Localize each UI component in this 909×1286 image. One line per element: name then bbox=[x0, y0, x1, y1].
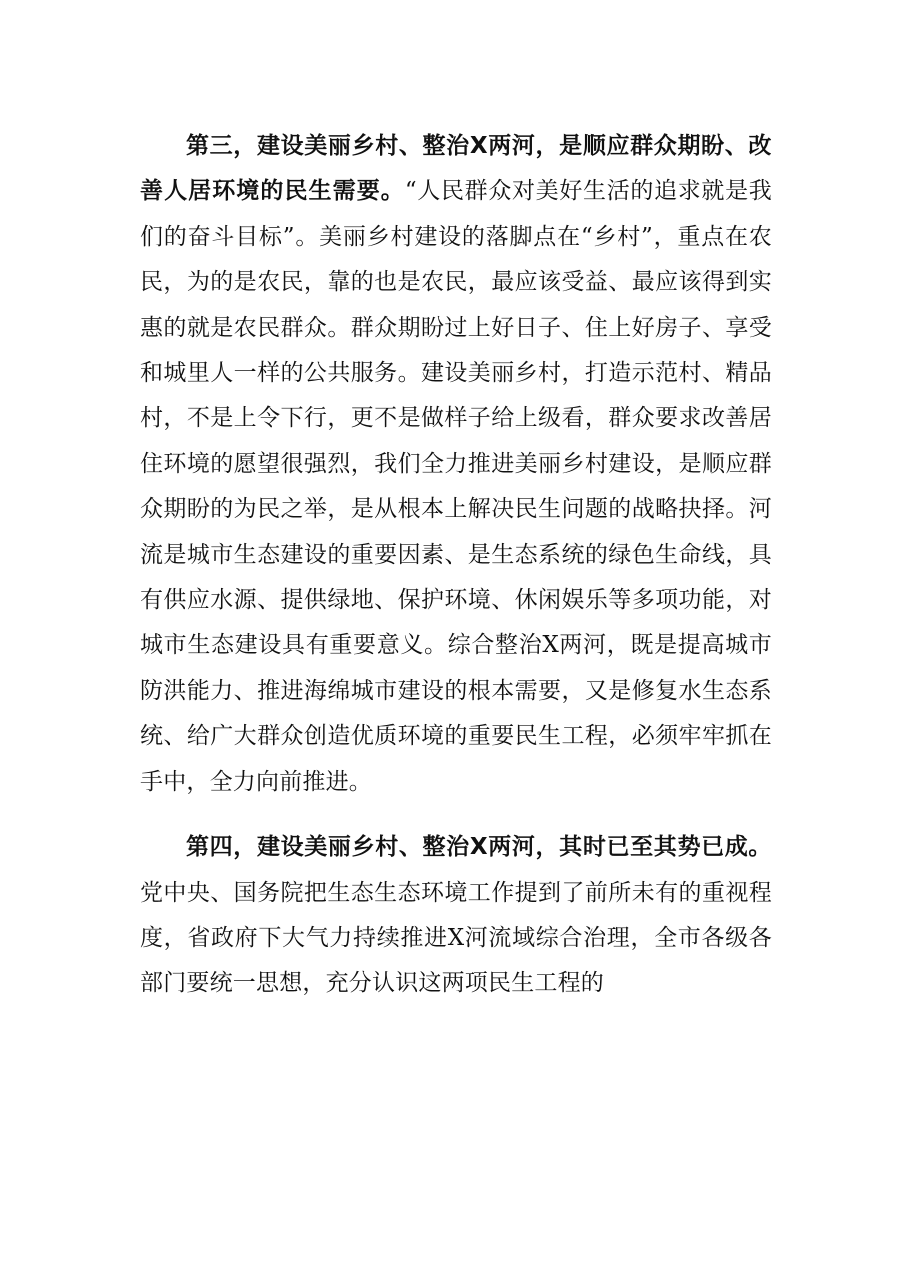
paragraph-body-text: “人民群众对美好生活的追求就是我们的奋斗目标”。美丽乡村建设的落脚点在“乡村”，重点在农民，为的是农民，靠的也是农民，最应该受益、最应该得到实惠的就是农民群众。群众期盼过上好日子、住上好房子、享受和城里人一样的公共服务。建设美丽乡村，打造示范村、精品村，不是上令下行，更不是做样子给上级看，群众要求改善居住环境的愿望很强烈，我们全力推进美丽乡村建设，是顺应群众期盼的为民之举，是从根本上解决民生问题的战略抉择。河流是城市生态建设的重要因素、是生态系统的绿色生命线，具有供应水源、提供绿地、保护环境、休闲娱乐等多项功能，对城市生态建设具有重要意义。综合整治X两河，既是提高城市防洪能力、推进海绵城市建设的根本需要，又是修复水生态系统、给广大群众创造优质环境的重要民生工程，必须牢牢抓在手中，全力向前推进。 bbox=[140, 178, 772, 795]
document-body bbox=[140, 124, 772, 1007]
paragraph-lead-heading: 第三，建设美丽乡村、整治X两河，是顺应群众期盼、改善人居环境的民生需要。 bbox=[140, 133, 772, 205]
paragraph-body-text: 党中央、国务院把生态生态环境工作提到了前所未有的重视程度，省政府下大气力持续推进X河流域综合治理，全市各级各部门要统一思想，充分认识这两项民生工程的 bbox=[140, 879, 772, 997]
paragraph-lead-heading: 第四，建设美丽乡村、整治X两河，其时已至其势已成。 bbox=[186, 834, 772, 861]
paragraph-third-point bbox=[140, 124, 772, 805]
paragraph-fourth-point bbox=[140, 825, 772, 1007]
